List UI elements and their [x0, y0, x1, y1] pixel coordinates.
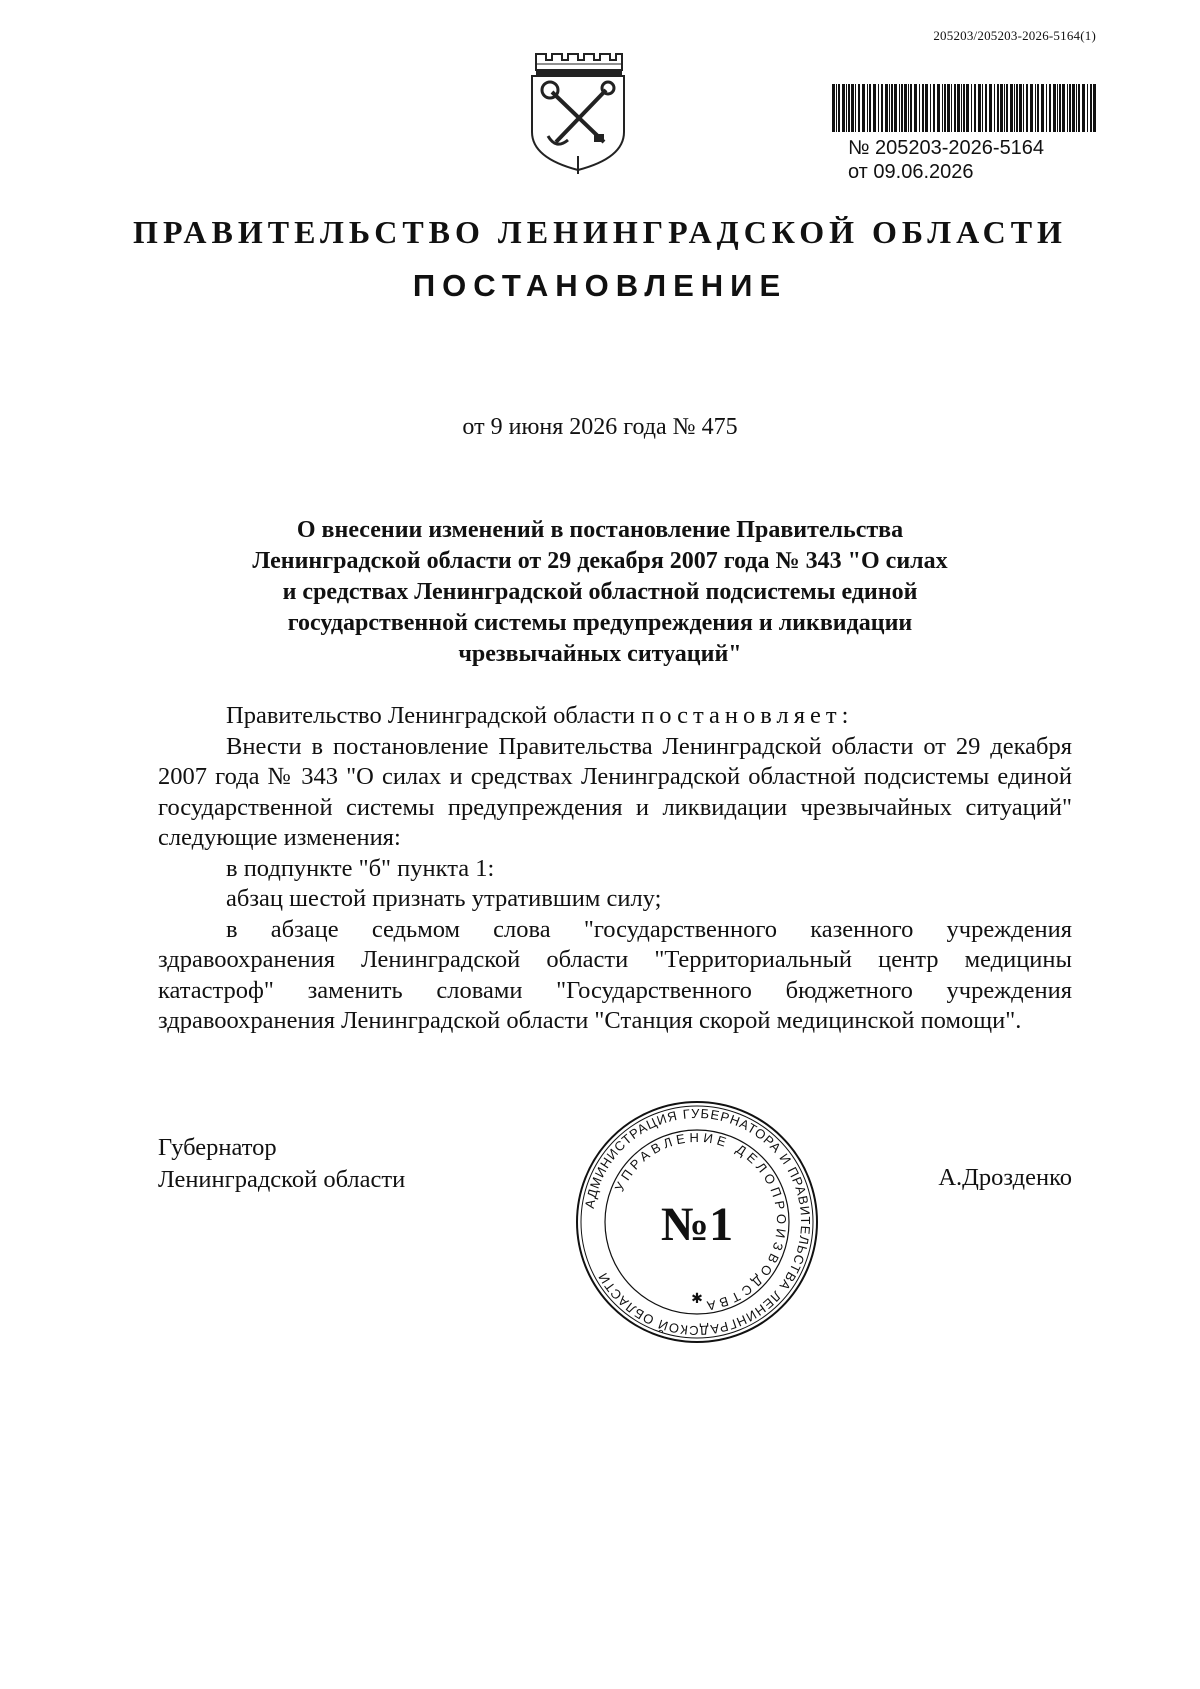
barcode-bar [1069, 84, 1071, 132]
barcode-bar [997, 84, 999, 132]
barcode-bar [942, 84, 943, 132]
barcode-bar [899, 84, 900, 132]
barcode-bar [957, 84, 960, 132]
stamp-outer-text: АДМИНИСТРАЦИЯ ГУБЕРНАТОРА И ПРАВИТЕЛЬСТВА ЛЕНИНГРАДСКОЙ ОБЛАСТИ [581, 1105, 814, 1339]
barcode-bar [966, 84, 969, 132]
barcode-bar [867, 84, 868, 132]
subject-line: и средствах Ленинградской областной подсистемы единой [282, 579, 918, 605]
decree-subject [150, 515, 1050, 670]
barcode-bar [862, 84, 865, 132]
barcode-bar [908, 84, 909, 132]
barcode-bar [910, 84, 912, 132]
document-type-title: ПОСТАНОВЛЕНИЕ [412, 268, 788, 303]
barcode-bar [873, 84, 876, 132]
barcode-bar [1049, 84, 1051, 132]
barcode-bar [1014, 84, 1015, 132]
barcode-bar [971, 84, 972, 132]
barcode-bar [885, 84, 888, 132]
barcode-bar [881, 84, 883, 132]
barcode-bar [889, 84, 890, 132]
barcode-bar [878, 84, 879, 132]
barcode-bar [1057, 84, 1058, 132]
registration-number: № 205203-2026-5164 [848, 137, 1045, 159]
body-paragraph: в подпункте "б" пункта 1: [226, 854, 495, 882]
barcode-bar [1087, 84, 1088, 132]
barcode-bar [994, 84, 995, 132]
government-title: ПРАВИТЕЛЬСТВО ЛЕНИНГРАДСКОЙ ОБЛАСТИ [133, 214, 1067, 250]
registration-date: от 09.06.2026 [848, 161, 974, 183]
barcode-bar [869, 84, 871, 132]
barcode-bar [951, 84, 952, 132]
barcode-bar [1023, 84, 1024, 132]
barcode-bar [858, 84, 860, 132]
barcode-bar [937, 84, 940, 132]
barcode-bar [933, 84, 935, 132]
barcode-bar [904, 84, 907, 132]
barcode-bar [922, 84, 924, 132]
preamble-verb: постановляет: [641, 702, 854, 729]
barcode-bar [1059, 84, 1061, 132]
barcode-bar [1067, 84, 1068, 132]
registration-stamp [848, 136, 1044, 184]
preamble-paragraph [158, 701, 1072, 732]
barcode-bar [985, 84, 987, 132]
barcode-bar [989, 84, 992, 132]
barcode-bar [974, 84, 976, 132]
subject-line: чрезвычайных ситуаций" [458, 641, 742, 667]
signatory-title: Губернатор [158, 1134, 277, 1161]
seal-stamp [573, 1098, 821, 1346]
barcode-bar [855, 84, 856, 132]
body-paragraph: в абзаце седьмом слова "государственного казенного учреждения здравоохранения Ленинградской области "Территориальный центр медицины катастроф" заменить словами "Государственного бюджетного учреждения здравоохранения Ленинградской области "Станция скорой медицинской помощи". [158, 915, 1072, 1034]
barcode-bar [1000, 84, 1003, 132]
decree-body [158, 701, 1072, 1037]
barcode-bar [894, 84, 897, 132]
barcode-bar [1076, 84, 1077, 132]
barcode-bar [1041, 84, 1044, 132]
document-reference: 205203/205203-2026-5164(1) [933, 28, 1096, 43]
barcode-bar [1093, 84, 1096, 132]
barcode-bar [836, 84, 837, 132]
body-paragraph: абзац шестой признать утратившим силу; [226, 885, 662, 912]
barcode-bar [891, 84, 893, 132]
barcode-bar [1026, 84, 1028, 132]
subject-line: Ленинградской области от 29 декабря 2007 года № 343 "О силах [252, 548, 948, 574]
barcode-bar [930, 84, 931, 132]
barcode-bar [1082, 84, 1085, 132]
barcode-bar [1046, 84, 1047, 132]
barcode-bar [944, 84, 946, 132]
stamp-star-icon: ✱ [691, 1291, 703, 1307]
barcode-bar [1078, 84, 1080, 132]
barcode-bar [901, 84, 903, 132]
barcode-bar [1030, 84, 1033, 132]
barcode-bar [919, 84, 920, 132]
barcode-bar [842, 84, 845, 132]
barcode-bar [851, 84, 854, 132]
barcode-bar [1010, 84, 1013, 132]
barcode-bar [963, 84, 965, 132]
barcode-bar [1090, 84, 1092, 132]
barcode-bar [832, 84, 835, 132]
barcode-bar [838, 84, 840, 132]
body-paragraph: Внести в постановление Правительства Ленинградской области от 29 декабря 2007 года № 343 "О силах и средствах Ленинградской областной подсистемы единой государственной системы предупреждения и ликвидации чрезвычайных ситуаций" следующие изменения: [158, 732, 1072, 851]
decree-date-number: от 9 июня 2026 года № 475 [462, 414, 738, 440]
barcode-bar [947, 84, 950, 132]
barcode-bar [1016, 84, 1018, 132]
subject-line: государственной системы предупреждения и ликвидации [287, 610, 913, 636]
barcode-bar [978, 84, 981, 132]
signatory-position [158, 1132, 405, 1196]
barcode-bar [1006, 84, 1008, 132]
barcode-bar [925, 84, 928, 132]
barcode-bar [954, 84, 956, 132]
barcode-bar [1035, 84, 1036, 132]
subject-line: О внесении изменений в постановление Правительства [296, 517, 904, 543]
preamble-label: Правительство Ленинградской области [226, 702, 636, 729]
stamp-center-text: №1 [660, 1198, 734, 1251]
barcode-bar [1037, 84, 1039, 132]
signatory-region: Ленинградской области [158, 1166, 406, 1193]
barcode-bar [914, 84, 917, 132]
barcode-bar [1072, 84, 1075, 132]
leningrad-oblast-coat-of-arms-icon [526, 46, 630, 176]
signatory-name: А.Дрозденко [938, 1164, 1072, 1191]
stamp-inner-text: УПРАВЛЕНИЕ ДЕЛОПРОИЗВОДСТВА [611, 1129, 790, 1314]
barcode-bar [961, 84, 962, 132]
barcode-bar [1004, 84, 1005, 132]
barcode-bar [1062, 84, 1065, 132]
barcode-bar [1019, 84, 1022, 132]
barcode-bar [1053, 84, 1056, 132]
barcode-bar [848, 84, 850, 132]
barcode-bar [982, 84, 983, 132]
barcode-bar [846, 84, 847, 132]
barcode [832, 84, 1096, 132]
